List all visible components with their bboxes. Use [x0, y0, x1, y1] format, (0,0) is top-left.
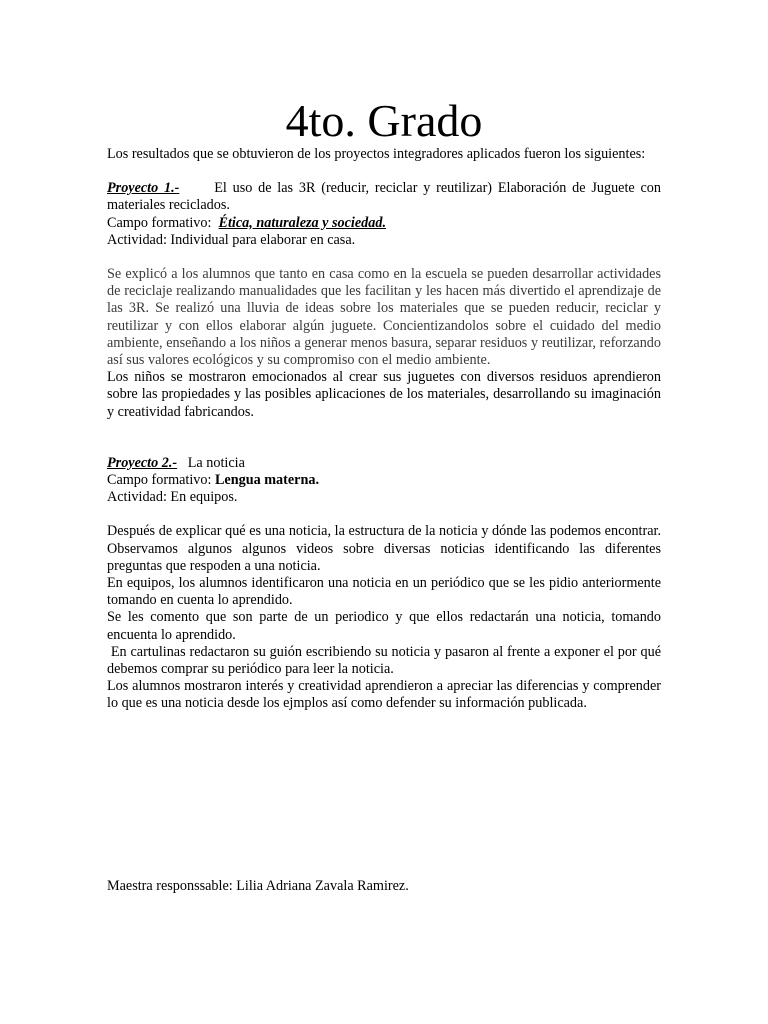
project-2-paragraph: En equipos, los alumnos identificaron una noticia en un periódico que se les pidio anteriormente tomando en cuenta lo aprendido. [107, 575, 661, 609]
project-1-field [107, 215, 661, 232]
page-title: 4to. Grado [285, 95, 483, 146]
intro-paragraph: Los resultados que se obtuvieron de los proyectos integradores aplicados fueron los siguientes: [107, 146, 646, 162]
project-1-paragraph-2: Los niños se mostraron emocionados al crear sus juguetes con diversos residuos aprendieron sobre las propiedades y las posibles aplicaciones de los materiales, desarrollando su imaginación y creatividad fabricandos. [107, 369, 661, 420]
project-2-paragraph: En cartulinas redactaron su guión escribiendo su noticia y pasaron al frente a exponer el por qué debemos comprar su periódico para leer la noticia. [107, 643, 665, 678]
project-2-field-name: Lengua materna. [214, 472, 320, 489]
document-body [107, 146, 665, 713]
project-1-field-prefix: Campo formativo: [107, 214, 215, 231]
project-2-label: Proyecto 2.- [107, 454, 178, 471]
project-2-paragraph: Se les comento que son parte de un periodico y que ellos redactarán una noticia, tomando encuenta lo aprendido. [107, 609, 661, 643]
teacher-signature-line: Maestra responssable: Lilia Adriana Zavala Ramirez. [107, 878, 409, 894]
project-1-heading [107, 180, 661, 214]
project-2-field [107, 472, 661, 489]
project-2-paragraph: Los alumnos mostraron interés y creatividad aprendieron a apreciar las diferencias y comprender lo que es una noticia desde los ejmplos así como defender su información publicada. [107, 678, 661, 712]
project-1-description: El uso de las 3R (reducir, reciclar y reutilizar) Elaboración de Juguete con materiales reciclados. [107, 180, 661, 214]
project-1-field-name: Ética, naturaleza y sociedad. [218, 214, 387, 231]
project-2-activity: Actividad: En equipos. [107, 489, 238, 506]
project-2-paragraph: Después de explicar qué es una noticia, la estructura de la noticia y dónde las podemos encontrar. Observamos algunos algunos videos sobre diversas noticias identificando las diferentes preguntas que respoden a una noticia. [107, 523, 661, 574]
project-2-heading [107, 455, 661, 472]
project-1-paragraph-1: Se explicó a los alumnos que tanto en casa como en la escuela se pueden desarrollar actividades de reciclaje realizando manualidades que les facilitan y les hacen más divertido el aprendizaje de las 3R. Se realizó una lluvia de ideas sobre los materiales que se pueden reducir, reciclar y reutilizar y con ellos elaborar algún juguete. Concientizandolos sobre el cuidado del medio ambiente, enseñando a los niños a generar menos basura, separar residuos y reutilizar, reforzando así sus valores ecológicos y su compromiso con el medio ambiente. [107, 266, 661, 369]
project-2-description: La noticia [187, 454, 245, 471]
project-1-label: Proyecto 1.- [107, 180, 180, 197]
project-1-activity: Actividad: Individual para elaborar en casa. [107, 231, 356, 248]
project-2-field-prefix: Campo formativo: [107, 472, 215, 489]
